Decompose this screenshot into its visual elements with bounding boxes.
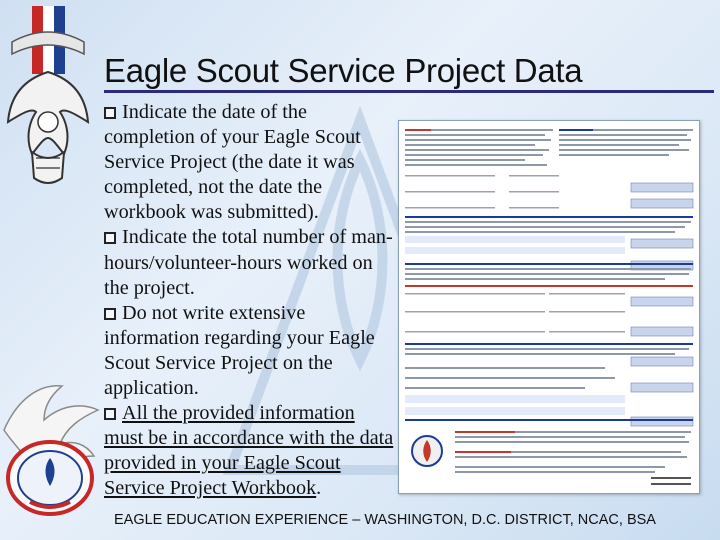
checkbox-bullet-icon [104,408,116,420]
bullet-item [104,225,394,300]
bullet-text: Do not write extensive information regarding your Eagle Scout Service Project on the application. [104,301,375,400]
checkbox-bullet-icon [104,308,116,320]
footer-text: EAGLE EDUCATION EXPERIENCE – WASHINGTON, D.C. DISTRICT, NCAC, BSA [114,512,656,528]
bullet-text-trailing: . [316,477,322,500]
application-form-thumbnail [398,120,700,494]
checkbox-bullet-icon [104,107,116,119]
bullet-item [104,401,394,501]
bullet-item [104,100,394,225]
slide-title: Eagle Scout Service Project Data [104,52,583,89]
bullet-text-underlined: All the provided information must be in accordance with the data provided in your Eagle Scout Service Project Workbook [104,402,394,500]
form-thumbnail-image [399,121,699,493]
checkbox-bullet-icon [104,232,116,244]
bullet-text: Indicate the total number of man-hours/volunteer-hours worked on the project. [104,226,393,299]
eagle-patch-icon [0,370,102,530]
bullet-list [104,100,394,502]
eagle-medal-icon [2,2,94,202]
bullet-text: Indicate the date of the completion of your Eagle Scout Service Project (the date it was completed, not the date the workbook was submitted). [104,101,361,224]
bullet-item [104,301,394,401]
title-divider [104,90,714,93]
